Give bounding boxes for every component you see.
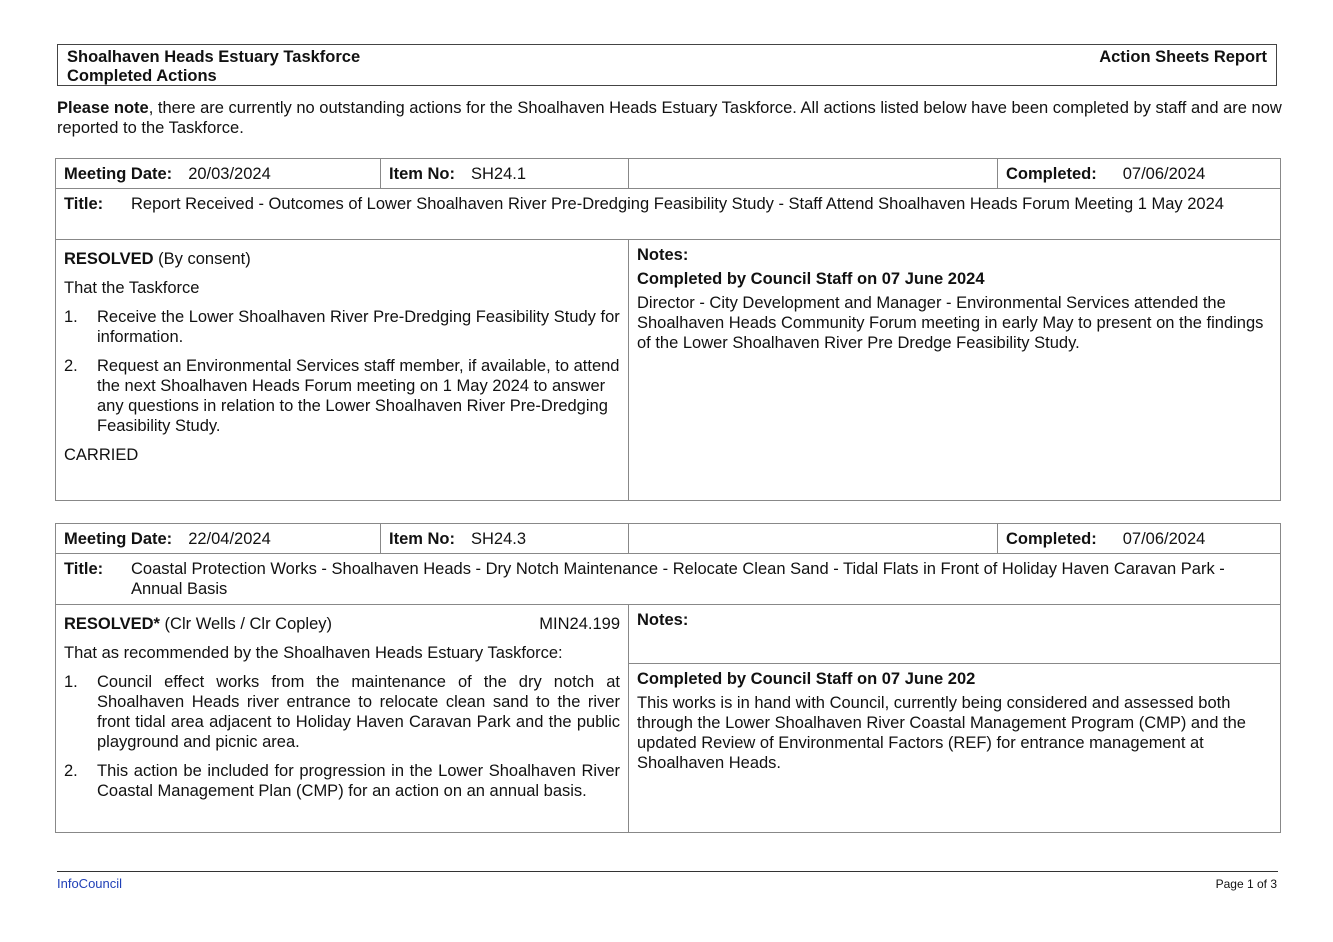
report-header bbox=[57, 44, 1277, 86]
resolution-cell bbox=[56, 605, 629, 833]
report-subtitle: Completed Actions bbox=[67, 67, 217, 85]
org-title: Shoalhaven Heads Estuary Taskforce bbox=[67, 48, 361, 66]
action-meta-row bbox=[56, 524, 1281, 554]
resolution-cell bbox=[56, 240, 629, 501]
meeting-date-cell bbox=[56, 524, 381, 554]
intro-note bbox=[57, 98, 1282, 138]
title-label: Title: bbox=[64, 560, 104, 578]
list-item: 2. Request an Environmental Services staff member, if available, to attend the next Shoalhaven Heads Forum meeting on 1 May 2024 to answer any questions in relation to the Lower Shoalhaven River Pre-Dredging Feasibility Study. bbox=[64, 357, 620, 435]
action-table-2 bbox=[55, 523, 1281, 833]
action-table-1 bbox=[55, 158, 1281, 501]
completed-by: Completed by Council Staff on 07 June 2024 bbox=[637, 270, 985, 288]
notes-cell bbox=[629, 240, 1281, 501]
action-meta-row bbox=[56, 159, 1281, 189]
completed-by: Completed by Council Staff on 07 June 202 bbox=[637, 670, 976, 688]
meeting-date-cell bbox=[56, 159, 381, 189]
meeting-date-label: Meeting Date: bbox=[64, 529, 173, 548]
notes-text: This works is in hand with Council, currently being considered and assessed both through the Lower Shoalhaven River Coastal Management Program (CMP) and the updated Review of Environmental Factors (REF) for entrance management at Shoalhaven Heads. bbox=[637, 694, 1246, 772]
completed-cell bbox=[998, 524, 1281, 554]
resolved-note: (Clr Wells / Clr Copley) bbox=[159, 615, 333, 633]
resolved-label: RESOLVED bbox=[64, 250, 154, 268]
meeting-date-value: 22/04/2024 bbox=[188, 529, 271, 548]
completed-label: Completed: bbox=[1006, 529, 1097, 548]
resolution-intro: That the Taskforce bbox=[64, 279, 200, 297]
footer-divider bbox=[57, 871, 1278, 872]
notes-label: Notes: bbox=[637, 246, 689, 264]
notes-text: Director - City Development and Manager - Environmental Services attended the Shoalhaven Heads Community Forum meeting in early May to present on the findings of the Lower Shoalhaven River Pre Dredge Feasibility Study. bbox=[637, 294, 1264, 352]
item-no-label: Item No: bbox=[389, 529, 455, 548]
action-title: Coastal Protection Works - Shoalhaven Heads - Dry Notch Maintenance - Relocate Clean Sand - Tidal Flats in Front of Holiday Haven Caravan Park - Annual Basis bbox=[131, 560, 1225, 598]
completed-value: 07/06/2024 bbox=[1122, 529, 1206, 548]
empty-cell bbox=[629, 524, 998, 554]
note-body: , there are currently no outstanding actions for the Shoalhaven Heads Estuary Taskforce. All actions listed below have been completed by staff and are now reported to the Taskforce. bbox=[57, 99, 1282, 137]
completed-cell bbox=[998, 159, 1281, 189]
item-no-value: SH24.1 bbox=[471, 164, 527, 183]
action-title-row bbox=[56, 189, 1281, 240]
resolution-outcome: CARRIED bbox=[64, 446, 139, 464]
item-no-label: Item No: bbox=[389, 164, 455, 183]
resolved-note: (By consent) bbox=[153, 250, 251, 268]
completed-value: 07/06/2024 bbox=[1122, 164, 1206, 183]
meeting-date-value: 20/03/2024 bbox=[188, 164, 271, 183]
notes-header-cell bbox=[629, 605, 1281, 664]
resolution-list bbox=[64, 672, 620, 801]
item-no-cell bbox=[381, 524, 629, 554]
resolution-intro: That as recommended by the Shoalhaven Heads Estuary Taskforce: bbox=[64, 644, 563, 662]
notes-cell bbox=[629, 664, 1281, 833]
minute-number: MIN24.199 bbox=[539, 615, 620, 633]
action-body-row bbox=[56, 605, 1281, 664]
list-item: 1. Council effect works from the maintenance of the dry notch at Shoalhaven Heads river entrance to relocate clean sand to the river front tidal area adjacent to Holiday Haven Caravan Park and the public playground and picnic area. bbox=[64, 673, 620, 751]
item-no-cell bbox=[381, 159, 629, 189]
list-item: 1. Receive the Lower Shoalhaven River Pre-Dredging Feasibility Study for information. bbox=[64, 308, 620, 346]
empty-cell bbox=[629, 159, 998, 189]
page-number: Page 1 of 3 bbox=[1215, 877, 1277, 891]
title-label: Title: bbox=[64, 195, 104, 213]
report-type: Action Sheets Report bbox=[1099, 48, 1267, 66]
action-title-row bbox=[56, 554, 1281, 605]
notes-label: Notes: bbox=[637, 611, 689, 629]
meeting-date-label: Meeting Date: bbox=[64, 164, 173, 183]
item-no-value: SH24.3 bbox=[471, 529, 527, 548]
completed-label: Completed: bbox=[1006, 164, 1097, 183]
action-body-row bbox=[56, 240, 1281, 501]
action-title: Report Received - Outcomes of Lower Shoalhaven River Pre-Dredging Feasibility Study - Staff Attend Shoalhaven Heads Forum Meeting 1 May 2024 bbox=[131, 195, 1224, 213]
note-lead: Please note bbox=[57, 99, 149, 117]
resolved-label: RESOLVED* bbox=[64, 615, 160, 633]
footer-brand: InfoCouncil bbox=[57, 876, 123, 891]
resolution-list bbox=[64, 307, 620, 436]
list-item: 2. This action be included for progression in the Lower Shoalhaven River Coastal Management Plan (CMP) for an action on an annual basis. bbox=[64, 762, 620, 800]
